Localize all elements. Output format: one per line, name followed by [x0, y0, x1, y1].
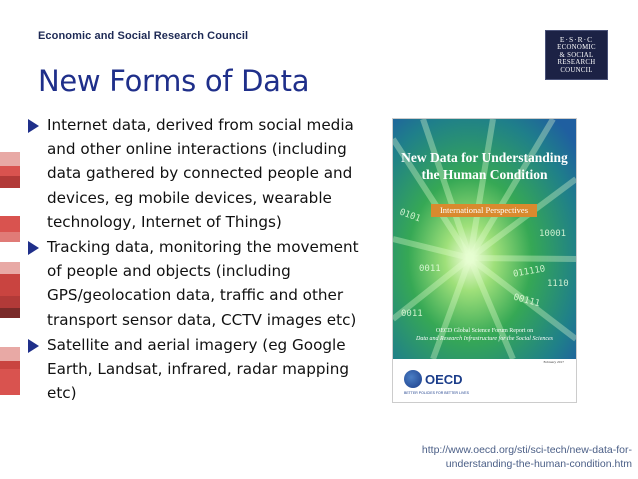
cover-subtitle: International Perspectives: [431, 204, 537, 217]
triangle-bullet-icon: [27, 116, 47, 134]
decorative-stripe: [0, 262, 20, 274]
cover-report-line: Data and Research Infrastructure for the Social Sciences: [415, 336, 554, 342]
esrc-logo: [545, 30, 608, 80]
url-line[interactable]: understanding-the-human-condition.htm: [445, 458, 632, 470]
org-name: Economic and Social Research Council: [38, 30, 249, 42]
binary-text: 00111: [512, 292, 541, 310]
oecd-wordmark: OECD: [425, 371, 463, 387]
bullet-text: Tracking data, monitoring the movement of people and objects (including GPS/geolocation data, traffic and other transport sensor data, CCTV images etc): [47, 238, 359, 329]
binary-text: 0011: [401, 309, 423, 319]
decorative-stripe: [0, 361, 20, 369]
binary-text: 0011: [419, 264, 441, 274]
url-line[interactable]: http://www.oecd.org/sti/sci-tech/new-data-for-: [421, 444, 632, 456]
cover-report-text: [399, 327, 570, 343]
report-cover-image: [393, 119, 576, 402]
bullet-text: Satellite and aerial imagery (eg Google Earth, Landsat, infrared, radar mapping etc): [47, 335, 349, 403]
bullet-item: [27, 336, 367, 406]
logo-line: & SOCIAL: [559, 51, 594, 59]
decorative-stripe: [0, 347, 20, 361]
source-url[interactable]: [373, 443, 632, 471]
decorative-stripe: [0, 308, 20, 318]
binary-text: 1110: [547, 279, 569, 289]
decorative-stripe: [0, 232, 20, 242]
triangle-bullet-icon: [27, 238, 47, 256]
decorative-stripe: [0, 274, 20, 296]
slide-title: New Forms of Data: [38, 64, 310, 98]
bullet-text: Internet data, derived from social media and other online interactions (including data gathered by connected people and devices, eg mobile devices, wearable technology, Internet of Things): [47, 116, 354, 231]
decorative-stripe: [0, 166, 20, 176]
decorative-stripe: [0, 369, 20, 395]
logo-line: E·S·R·C: [559, 35, 594, 44]
binary-text: 0101: [397, 207, 422, 225]
decorative-stripe: [0, 152, 20, 166]
cover-date: February 2017: [543, 360, 564, 364]
bullet-item: [27, 116, 367, 234]
logo-line: RESEARCH: [557, 59, 596, 67]
binary-text: 011110: [512, 264, 547, 280]
cover-title-line: the Human Condition: [421, 167, 548, 182]
logo-line: COUNCIL: [560, 67, 593, 75]
bullet-item: [27, 238, 367, 332]
logo-line: ECONOMIC: [557, 43, 596, 51]
oecd-logo: [404, 370, 463, 388]
binary-text: 10001: [539, 229, 567, 239]
bullet-list: [27, 116, 367, 409]
cover-report-line: OECD Global Science Forum Report on: [435, 328, 534, 334]
decorative-stripe: [0, 216, 20, 232]
triangle-bullet-icon: [27, 336, 47, 354]
decorative-stripe: [0, 296, 20, 308]
oecd-tagline: BETTER POLICIES FOR BETTER LIVES: [404, 391, 469, 395]
oecd-globe-icon: [404, 370, 422, 388]
decorative-stripe: [0, 176, 20, 188]
cover-title-line: New Data for Understanding: [401, 150, 568, 165]
cover-title: [393, 149, 576, 183]
